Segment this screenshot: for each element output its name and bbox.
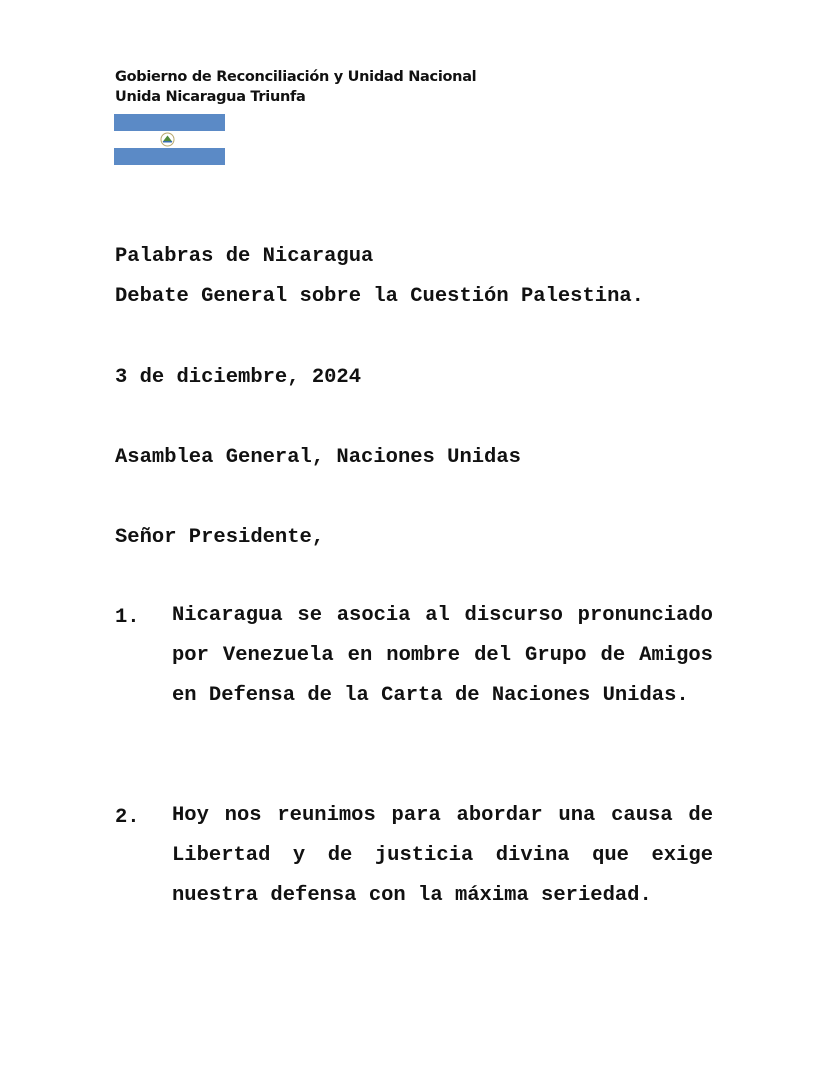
document-date: 3 de diciembre, 2024: [115, 366, 362, 389]
flag-bottom-band: [114, 148, 225, 165]
letterhead-line-motto: Unida Nicaragua Triunfa: [115, 89, 306, 105]
paragraph-text: Nicaragua se asocia al discurso pronunciado por Venezuela en nombre del Grupo de Amigos en Defensa de la Carta de Naciones Unidas.: [172, 604, 713, 707]
coat-of-arms-icon: [159, 132, 176, 147]
document-title: Palabras de Nicaragua: [115, 245, 374, 268]
salutation: Señor Presidente,: [115, 526, 325, 549]
flag-middle-band: [114, 131, 225, 148]
document-venue: Asamblea General, Naciones Unidas: [115, 446, 521, 469]
paragraph-text: Hoy nos reunimos para abordar una causa de Libertad y de justicia divina que exige nuestra defensa con la máxima seriedad.: [172, 804, 713, 907]
nicaragua-flag-icon: [114, 114, 225, 165]
paragraph-number: 1.: [115, 606, 140, 629]
flag-top-band: [114, 114, 225, 131]
paragraph-number: 2.: [115, 806, 140, 829]
letterhead: [115, 67, 476, 107]
letterhead-line-government: Gobierno de Reconciliación y Unidad Nacional: [115, 69, 477, 85]
document-subtitle: Debate General sobre la Cuestión Palestina.: [115, 285, 644, 308]
